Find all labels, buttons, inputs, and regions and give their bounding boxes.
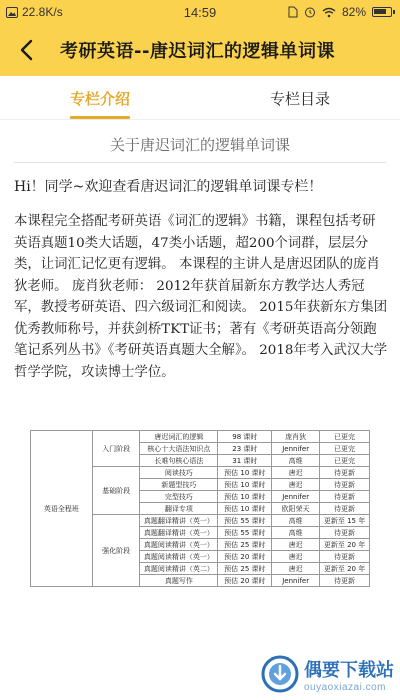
wifi-icon xyxy=(322,7,336,18)
table-cell: 翻译专项 xyxy=(140,503,218,515)
table-cell: 真题写作 xyxy=(140,575,218,587)
stage-cell: 基础阶段 xyxy=(92,467,140,515)
table-cell: 真题翻译精讲（英一） xyxy=(140,527,218,539)
table-cell: 预估 10 课时 xyxy=(218,467,272,479)
stage-cell: 强化阶段 xyxy=(92,515,140,587)
status-bar-right xyxy=(288,5,392,19)
table-cell: 待更新 xyxy=(320,551,370,563)
table-cell: 唐迟 xyxy=(272,563,320,575)
table-cell: 预估 55 课时 xyxy=(218,515,272,527)
battery-icon xyxy=(372,7,392,17)
table-cell: Jennifer xyxy=(272,491,320,503)
course-table-body xyxy=(31,431,370,587)
article-body: 本课程完全搭配考研英语《词汇的逻辑》书籍，课程包括考研英语真题10类大话题，47类小话题，超200个词群，层层分类，让词汇记忆更有逻辑。 本课程的主讲人是唐迟团队的庞肖狄老师。 庞肖狄老师： 2012年获首届新东方教学达人秀冠军，教授考研英语、四六级词汇和阅读。 2015年获新东方集团优秀教师称号，并获剑桥TKT证书；著有《考研英语高分领跑笔记系列丛书》《考研英语真题大全解》。 2018年考入武汉大学哲学学院，攻读博士学位。 xyxy=(14,214,388,380)
table-cell: Jennifer xyxy=(272,575,320,587)
table-cell: 31 课时 xyxy=(218,455,272,467)
table-cell: 更新至 20 年 xyxy=(320,563,370,575)
table-cell: 更新至 20 年 xyxy=(320,539,370,551)
tab-active-indicator xyxy=(70,116,130,119)
table-cell: 完型技巧 xyxy=(140,491,218,503)
article-greeting: Hi！同学~欢迎查看唐迟词汇的逻辑单词课专栏！ xyxy=(14,179,323,195)
tab-intro[interactable]: 专栏介绍 xyxy=(69,89,130,108)
battery-percent: 82% xyxy=(341,5,366,19)
battery-fill xyxy=(374,9,386,14)
tab-bar xyxy=(0,76,400,120)
table-cell: 待更新 xyxy=(320,491,370,503)
table-cell: 预估 10 课时 xyxy=(218,479,272,491)
table-cell: 唐迟 xyxy=(272,467,320,479)
tab-catalog[interactable]: 专栏目录 xyxy=(269,89,330,108)
status-time: 14:59 xyxy=(183,5,217,20)
app-header xyxy=(0,24,400,76)
table-cell: 预估 25 课时 xyxy=(218,563,272,575)
table-cell: 唐迟 xyxy=(272,551,320,563)
table-cell: 已更完 xyxy=(320,443,370,455)
table-cell: 唐迟 xyxy=(272,539,320,551)
table-cell: 预估 25 课时 xyxy=(218,539,272,551)
table-cell: 新题型技巧 xyxy=(140,479,218,491)
table-cell: 预估 20 课时 xyxy=(218,551,272,563)
program-cell: 英语全程班 xyxy=(31,431,93,587)
table-cell: 高维 xyxy=(272,527,320,539)
table-cell: 23 课时 xyxy=(218,443,272,455)
table-row xyxy=(31,431,370,443)
table-cell: 唐迟 xyxy=(272,479,320,491)
table-cell: 长难句核心语法 xyxy=(140,455,218,467)
table-cell: 预估 10 课时 xyxy=(218,503,272,515)
article-title: 关于唐迟词汇的逻辑单词课 xyxy=(109,136,290,154)
course-table-image xyxy=(30,430,370,587)
table-cell: Jennifer xyxy=(272,443,320,455)
watermark xyxy=(260,654,394,694)
status-bar xyxy=(0,0,400,24)
download-logo-icon xyxy=(260,654,300,694)
table-cell: 真题阅读精讲（英二） xyxy=(140,563,218,575)
sim-icon xyxy=(288,6,298,18)
page-title: 考研英语--唐迟词汇的逻辑单词课 xyxy=(60,41,335,62)
course-table xyxy=(30,430,370,587)
table-cell: 高维 xyxy=(272,455,320,467)
table-cell: 待更新 xyxy=(320,503,370,515)
back-button[interactable] xyxy=(12,34,40,66)
table-cell: 已更完 xyxy=(320,431,370,443)
table-cell: 唐迟词汇的逻辑 xyxy=(140,431,218,443)
table-cell: 高维 xyxy=(272,515,320,527)
network-speed: 22.8K/s xyxy=(22,5,63,19)
table-cell: 已更完 xyxy=(320,455,370,467)
table-cell: 待更新 xyxy=(320,527,370,539)
watermark-domain: ouyaoxiazai.com xyxy=(304,681,386,693)
table-cell: 庞肖狄 xyxy=(272,431,320,443)
title-divider xyxy=(14,162,386,163)
table-cell: 待更新 xyxy=(320,575,370,587)
chevron-left-icon xyxy=(19,39,33,61)
stage-cell: 入门阶段 xyxy=(92,431,140,467)
table-cell: 真题阅读精讲（英一） xyxy=(140,539,218,551)
table-cell: 预估 55 课时 xyxy=(218,527,272,539)
table-cell: 真题阅读精讲（英一） xyxy=(140,551,218,563)
table-cell: 真题翻译精讲（英一） xyxy=(140,515,218,527)
table-cell: 98 课时 xyxy=(218,431,272,443)
table-cell: 待更新 xyxy=(320,467,370,479)
watermark-logo xyxy=(260,654,300,694)
watermark-name: 偶要下载站 xyxy=(304,659,394,681)
alarm-icon xyxy=(304,6,316,18)
table-cell: 预估 10 课时 xyxy=(218,491,272,503)
table-cell: 阅读技巧 xyxy=(140,467,218,479)
table-cell: 更新至 15 年 xyxy=(320,515,370,527)
table-cell: 预估 20 课时 xyxy=(218,575,272,587)
table-cell: 待更新 xyxy=(320,479,370,491)
table-cell: 欧阳荣天 xyxy=(272,503,320,515)
table-cell: 核心十大语法知识点 xyxy=(140,443,218,455)
watermark-text xyxy=(304,656,394,693)
